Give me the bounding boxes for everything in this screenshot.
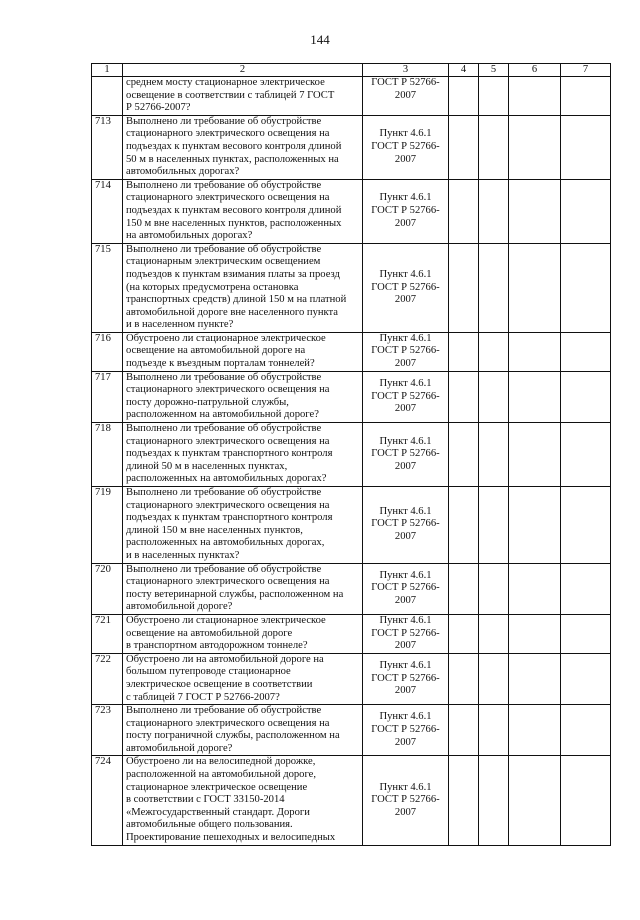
- question-text: Выполнено ли требование об обустройстве стационарного электрического освещения на подъездах к пунктам весового контроля длиной 50 м в населенных пунктах, расположенных на автомобильных дорогах?: [123, 115, 363, 179]
- empty-cell: [509, 371, 561, 422]
- page-number: 144: [310, 32, 330, 47]
- empty-cell: [449, 756, 479, 845]
- empty-cell: [449, 115, 479, 179]
- row-number: 724: [92, 756, 123, 845]
- table-row: [92, 243, 611, 332]
- question-text: Выполнено ли требование об обустройстве стационарным электрическим освещением подъездов к пунктам взимания платы за проезд (на которых предусмотрена остановка транспортных средств) длиной 150 м на платной автомобильной дороге вне населенного пункта и в населенном пункте?: [123, 243, 363, 332]
- table-row: [92, 563, 611, 614]
- table-row: [92, 115, 611, 179]
- normative-reference: Пункт 4.6.1 ГОСТ Р 52766- 2007: [363, 243, 449, 332]
- header-cell: 5: [479, 64, 509, 77]
- empty-cell: [449, 423, 479, 487]
- question-text: Выполнено ли требование об обустройстве стационарного электрического освещения на посту пограничной службы, расположенном на автомобильной дороге?: [123, 705, 363, 756]
- empty-cell: [479, 563, 509, 614]
- table-row: [92, 705, 611, 756]
- empty-cell: [479, 371, 509, 422]
- checklist-table: [91, 63, 611, 846]
- row-number: 722: [92, 653, 123, 704]
- empty-cell: [509, 487, 561, 564]
- header-cell: 3: [363, 64, 449, 77]
- table-row: [92, 756, 611, 845]
- normative-reference: Пункт 4.6.1 ГОСТ Р 52766- 2007: [363, 115, 449, 179]
- empty-cell: [449, 332, 479, 371]
- empty-cell: [479, 756, 509, 845]
- empty-cell: [561, 423, 611, 487]
- empty-cell: [509, 179, 561, 243]
- table-row: [92, 77, 611, 116]
- table-row: [92, 614, 611, 653]
- row-number: 719: [92, 487, 123, 564]
- row-number: 723: [92, 705, 123, 756]
- question-text: Выполнено ли требование об обустройстве стационарного электрического освещения на подъездах к пунктам транспортного контроля длиной 150 м вне населенных пунктов, расположенных на автомобильных дорогах, и в населенных пунктах?: [123, 487, 363, 564]
- empty-cell: [561, 371, 611, 422]
- header-cell: 6: [509, 64, 561, 77]
- empty-cell: [479, 115, 509, 179]
- empty-cell: [479, 614, 509, 653]
- header-cell: 4: [449, 64, 479, 77]
- empty-cell: [561, 77, 611, 116]
- empty-cell: [479, 487, 509, 564]
- row-number: 717: [92, 371, 123, 422]
- empty-cell: [509, 705, 561, 756]
- empty-cell: [449, 77, 479, 116]
- normative-reference: Пункт 4.6.1 ГОСТ Р 52766- 2007: [363, 423, 449, 487]
- normative-reference: Пункт 4.6.1 ГОСТ Р 52766- 2007: [363, 756, 449, 845]
- empty-cell: [561, 653, 611, 704]
- empty-cell: [449, 179, 479, 243]
- empty-cell: [479, 77, 509, 116]
- empty-cell: [479, 653, 509, 704]
- empty-cell: [561, 756, 611, 845]
- empty-cell: [449, 563, 479, 614]
- empty-cell: [479, 179, 509, 243]
- row-number: 720: [92, 563, 123, 614]
- normative-reference: Пункт 4.6.1 ГОСТ Р 52766- 2007: [363, 179, 449, 243]
- question-text: Выполнено ли требование об обустройстве стационарного электрического освещения на подъездах к пунктам транспортного контроля длиной 50 м в населенных пунктах, расположенных на автомобильных дорогах?: [123, 423, 363, 487]
- question-text: Обустроено ли стационарное электрическое освещение на автомобильной дороге в транспортном автодорожном тоннеле?: [123, 614, 363, 653]
- table-row: [92, 423, 611, 487]
- empty-cell: [561, 563, 611, 614]
- table-row: [92, 371, 611, 422]
- empty-cell: [561, 614, 611, 653]
- question-text: Обустроено ли на автомобильной дороге на большом путепроводе стационарное электрическое освещение в соответствии с таблицей 7 ГОСТ Р 52766-2007?: [123, 653, 363, 704]
- normative-reference: Пункт 4.6.1 ГОСТ Р 52766- 2007: [363, 705, 449, 756]
- row-number: 715: [92, 243, 123, 332]
- row-number: 721: [92, 614, 123, 653]
- row-number: 716: [92, 332, 123, 371]
- header-row: [92, 64, 611, 77]
- empty-cell: [509, 243, 561, 332]
- question-text: Выполнено ли требование об обустройстве стационарного электрического освещения на посту ветеринарной службы, расположенном на автомобильной дороге?: [123, 563, 363, 614]
- header-cell: 7: [561, 64, 611, 77]
- empty-cell: [479, 332, 509, 371]
- normative-reference: Пункт 4.6.1 ГОСТ Р 52766- 2007: [363, 653, 449, 704]
- normative-reference: Пункт 4.6.1 ГОСТ Р 52766- 2007: [363, 563, 449, 614]
- row-number: 714: [92, 179, 123, 243]
- header-cell: 2: [123, 64, 363, 77]
- header-cell: 1: [92, 64, 123, 77]
- empty-cell: [449, 705, 479, 756]
- empty-cell: [479, 423, 509, 487]
- question-text: Обустроено ли стационарное электрическое освещение на автомобильной дороге на подъезде к въездным порталам тоннелей?: [123, 332, 363, 371]
- empty-cell: [509, 423, 561, 487]
- empty-cell: [449, 614, 479, 653]
- empty-cell: [561, 487, 611, 564]
- question-text: Обустроено ли на велосипедной дорожке, расположенной на автомобильной дороге, стационарное электрическое освещение в соответствии с ГОСТ 33150-2014 «Межгосударственный стандарт. Дороги автомобильные общего пользования. Проектирование пешеходных и велосипедных: [123, 756, 363, 845]
- empty-cell: [509, 332, 561, 371]
- question-text: среднем мосту стационарное электрическое освещение в соответствии с таблицей 7 ГОСТ Р 52766-2007?: [123, 77, 363, 116]
- empty-cell: [479, 243, 509, 332]
- empty-cell: [509, 115, 561, 179]
- empty-cell: [449, 487, 479, 564]
- empty-cell: [509, 756, 561, 845]
- table-row: [92, 179, 611, 243]
- empty-cell: [509, 77, 561, 116]
- empty-cell: [561, 705, 611, 756]
- empty-cell: [479, 705, 509, 756]
- empty-cell: [509, 614, 561, 653]
- normative-reference: Пункт 4.6.1 ГОСТ Р 52766- 2007: [363, 614, 449, 653]
- empty-cell: [561, 115, 611, 179]
- empty-cell: [561, 243, 611, 332]
- normative-reference: ГОСТ Р 52766- 2007: [363, 77, 449, 116]
- normative-reference: Пункт 4.6.1 ГОСТ Р 52766- 2007: [363, 332, 449, 371]
- table-row: [92, 332, 611, 371]
- normative-reference: Пункт 4.6.1 ГОСТ Р 52766- 2007: [363, 487, 449, 564]
- empty-cell: [449, 371, 479, 422]
- question-text: Выполнено ли требование об обустройстве стационарного электрического освещения на посту дорожно-патрульной службы, расположенном на автомобильной дороге?: [123, 371, 363, 422]
- normative-reference: Пункт 4.6.1 ГОСТ Р 52766- 2007: [363, 371, 449, 422]
- empty-cell: [449, 243, 479, 332]
- empty-cell: [509, 563, 561, 614]
- empty-cell: [509, 653, 561, 704]
- row-number: [92, 77, 123, 116]
- empty-cell: [561, 179, 611, 243]
- question-text: Выполнено ли требование об обустройстве стационарного электрического освещения на подъездах к пунктам весового контроля длиной 150 м вне населенных пунктов, расположенных на автомобильных дорогах?: [123, 179, 363, 243]
- row-number: 718: [92, 423, 123, 487]
- empty-cell: [449, 653, 479, 704]
- empty-cell: [561, 332, 611, 371]
- table-row: [92, 653, 611, 704]
- row-number: 713: [92, 115, 123, 179]
- table-row: [92, 487, 611, 564]
